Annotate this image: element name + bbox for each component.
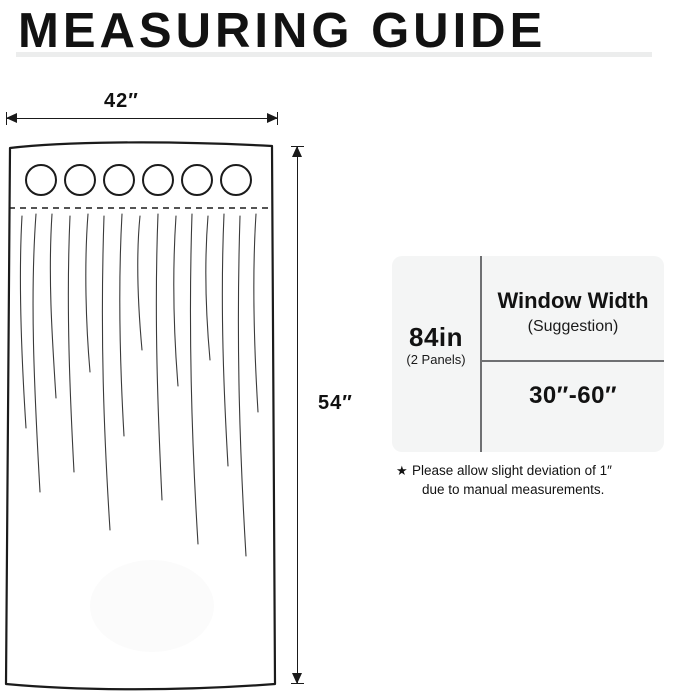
spec-column-subtitle: (Suggestion): [527, 318, 619, 335]
height-arrow-top-icon: [292, 146, 302, 157]
spec-divider-horizontal: [480, 360, 664, 362]
grommet-icon: [104, 165, 134, 195]
grommet-icon: [182, 165, 212, 195]
spec-size-value: 84in: [408, 322, 464, 352]
star-icon: ★: [396, 463, 408, 478]
spec-width-range: 30″-60″: [529, 382, 617, 409]
spec-panel-count: (2 Panels): [406, 352, 466, 367]
width-arrow-right-icon: [267, 113, 278, 123]
grommet-icon: [65, 165, 95, 195]
curtain-illustration: [0, 136, 290, 692]
width-arrow-left-icon: [6, 113, 17, 123]
width-dimension-line: [6, 118, 278, 119]
grommet-icon: [26, 165, 56, 195]
spec-divider-vertical: [480, 256, 482, 452]
width-dimension-label: 42″: [104, 90, 139, 112]
height-dimension-line: [297, 146, 298, 684]
grommet-icon: [143, 165, 173, 195]
curtain-shading: [90, 560, 214, 652]
height-dimension-label: 54″: [318, 392, 353, 414]
page-title: MEASURING GUIDE: [18, 4, 547, 58]
note-line-2: due to manual measurements.: [422, 482, 605, 497]
grommet-icon: [221, 165, 251, 195]
spec-column-title: Window Width: [497, 288, 649, 313]
note-line-1: Please allow slight deviation of 1″: [412, 463, 612, 478]
spec-card: [392, 256, 664, 452]
measurement-note: [396, 461, 672, 499]
height-arrow-bottom-icon: [292, 673, 302, 684]
